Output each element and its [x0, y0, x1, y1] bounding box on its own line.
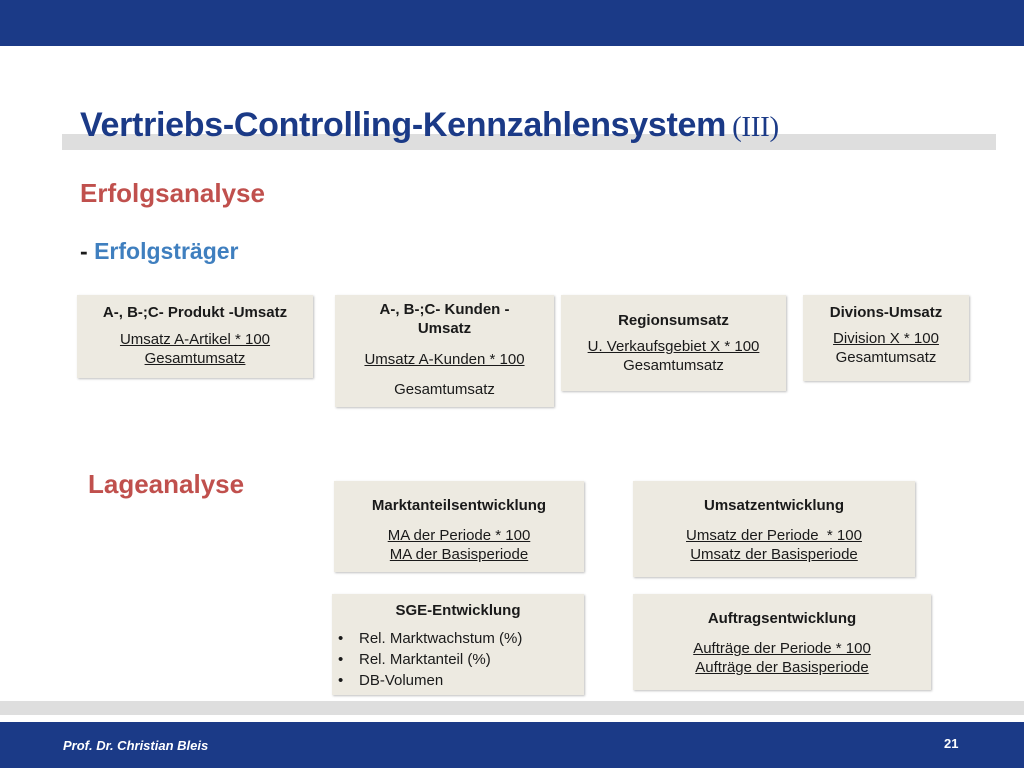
box-title: A-, B-;C- Kunden - Umsatz	[379, 301, 510, 337]
box-title: Auftragsentwicklung	[707, 610, 857, 627]
box-title: Divions-Umsatz	[829, 304, 943, 321]
kunden-umsatz-box	[335, 295, 554, 407]
box-title: Umsatzentwicklung	[703, 497, 845, 514]
formula-numerator: MA der Periode * 100	[387, 527, 531, 544]
auftragsentwicklung-box	[633, 594, 931, 690]
title-main: Vertriebs-Controlling-Kennzahlensystem	[80, 106, 727, 144]
formula-denominator: Gesamtumsatz	[623, 357, 724, 374]
produkt-umsatz-box	[77, 295, 313, 378]
formula-numerator: Umsatz der Periode * 100	[686, 527, 862, 544]
formula-denominator: Gesamtumsatz	[835, 349, 937, 366]
box-title: SGE-Entwicklung	[395, 602, 521, 619]
footer-author: Prof. Dr. Christian Bleis	[63, 738, 209, 753]
marktanteilsentwicklung-box	[334, 481, 584, 572]
list-item: • Rel. Marktwachstum (%)	[332, 628, 584, 649]
box-title: A-, B-;C- Produkt -Umsatz	[102, 304, 288, 321]
slide-title	[80, 106, 779, 145]
list-item: • Rel. Marktanteil (%)	[332, 649, 584, 670]
top-banner	[0, 0, 1024, 46]
box-title: Marktanteilsentwicklung	[371, 497, 547, 514]
page-number: 21	[944, 736, 959, 751]
regionsumsatz-box	[561, 295, 786, 391]
footer-divider-bar	[0, 701, 1024, 715]
formula-denominator: Umsatz der Basisperiode	[690, 546, 858, 563]
erfolgstraeger-subheading	[80, 238, 239, 265]
umsatzentwicklung-box	[633, 481, 915, 577]
subheading-label: Erfolgsträger	[94, 238, 239, 264]
formula-denominator: Aufträge der Basisperiode	[695, 659, 869, 676]
erfolgsanalyse-heading: Erfolgsanalyse	[80, 178, 265, 208]
formula-numerator: Aufträge der Periode * 100	[693, 640, 871, 657]
list-item: • DB-Volumen	[332, 670, 584, 691]
formula-numerator: U. Verkaufsgebiet X * 100	[587, 338, 760, 355]
sge-kennzahlen-list	[332, 628, 584, 691]
lageanalyse-heading: Lageanalyse	[88, 469, 245, 499]
subheading-dash: -	[80, 238, 88, 264]
formula-numerator: Umsatz A-Artikel * 100	[119, 331, 271, 348]
formula-denominator: Gesamtumsatz	[394, 381, 495, 398]
sge-entwicklung-box	[332, 594, 584, 695]
formula-numerator: Umsatz A-Kunden * 100	[364, 351, 525, 368]
formula-denominator: MA der Basisperiode	[389, 546, 529, 563]
formula-numerator: Division X * 100	[833, 330, 939, 347]
division-umsatz-box	[803, 295, 969, 381]
box-title: Regionsumsatz	[618, 312, 729, 329]
formula-denominator: Gesamtumsatz	[144, 350, 246, 367]
title-suffix: (III)	[732, 111, 779, 143]
